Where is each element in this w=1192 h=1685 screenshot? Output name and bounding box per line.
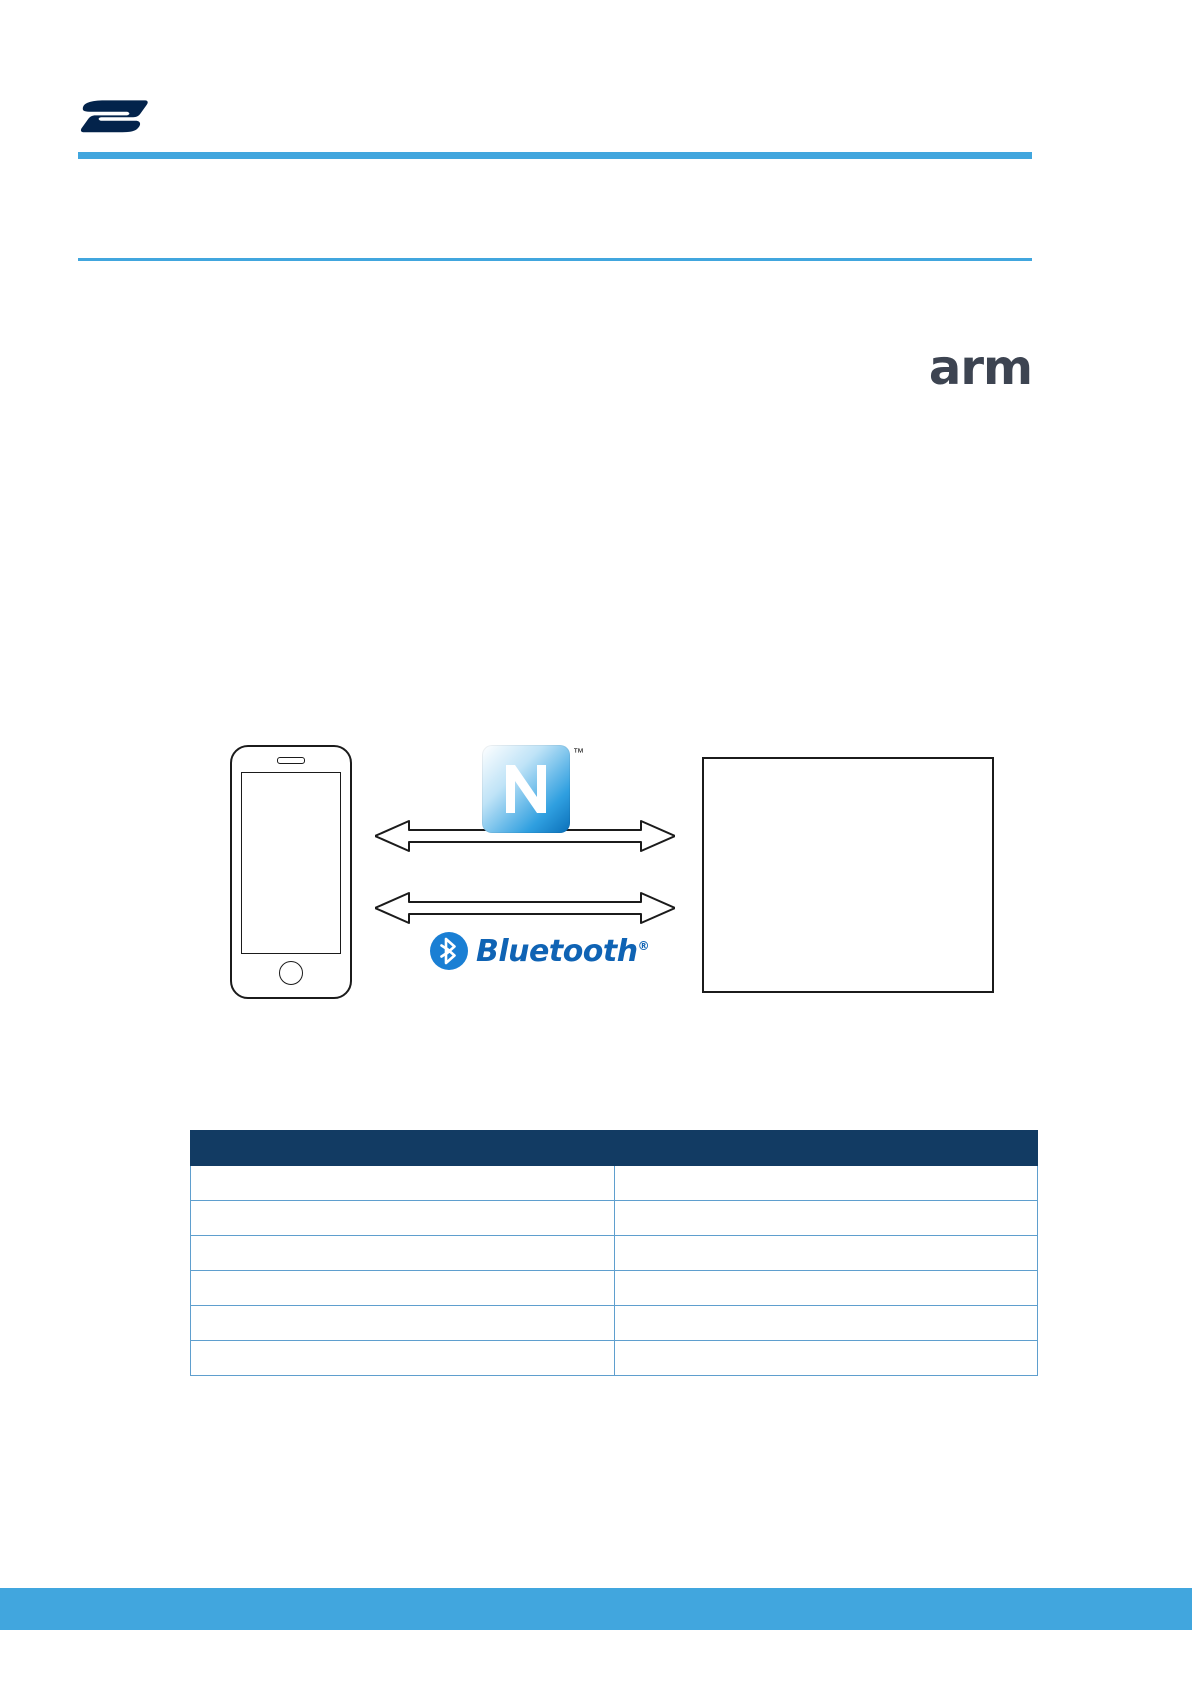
table-header-cell-2 xyxy=(614,1131,1038,1166)
table-cell xyxy=(614,1271,1038,1306)
bluetooth-icon xyxy=(430,932,468,970)
table-header-row xyxy=(191,1131,1038,1166)
table-cell xyxy=(614,1236,1038,1271)
table-row xyxy=(191,1306,1038,1341)
board-illustration xyxy=(702,757,994,993)
table-cell xyxy=(614,1306,1038,1341)
bluetooth-double-arrow xyxy=(375,891,675,921)
system-diagram xyxy=(190,735,1010,1010)
table-row xyxy=(191,1341,1038,1376)
bluetooth-logo xyxy=(430,930,650,972)
st-logo xyxy=(78,98,150,134)
phone-speaker xyxy=(277,757,305,764)
title-accent-rule xyxy=(78,258,1032,261)
phone-home-button xyxy=(279,961,303,985)
table-row xyxy=(191,1236,1038,1271)
table-cell xyxy=(191,1306,615,1341)
bluetooth-wordmark-text: Bluetooth xyxy=(476,933,638,969)
table-cell xyxy=(191,1341,615,1376)
table-cell xyxy=(614,1166,1038,1201)
arm-logo: arm xyxy=(928,340,1032,396)
header-accent-rule xyxy=(78,152,1032,159)
product-summary-table xyxy=(190,1130,1038,1376)
table-row xyxy=(191,1201,1038,1236)
table-cell xyxy=(191,1201,615,1236)
bluetooth-wordmark xyxy=(476,934,649,969)
intro-text xyxy=(78,430,1032,446)
table-header-cell-1 xyxy=(191,1131,615,1166)
table-cell xyxy=(191,1166,615,1201)
table-cell xyxy=(614,1341,1038,1376)
footer-bar xyxy=(0,1588,1192,1630)
table-cell xyxy=(614,1201,1038,1236)
table-cell xyxy=(191,1236,615,1271)
table-row xyxy=(191,1271,1038,1306)
nfc-logo xyxy=(482,745,584,833)
phone-screen xyxy=(241,772,341,954)
bluetooth-registered-icon: ® xyxy=(637,938,650,953)
table-row xyxy=(191,1166,1038,1201)
smartphone-icon xyxy=(230,745,352,999)
table-cell xyxy=(191,1271,615,1306)
nfc-trademark-icon: ™ xyxy=(573,747,584,759)
